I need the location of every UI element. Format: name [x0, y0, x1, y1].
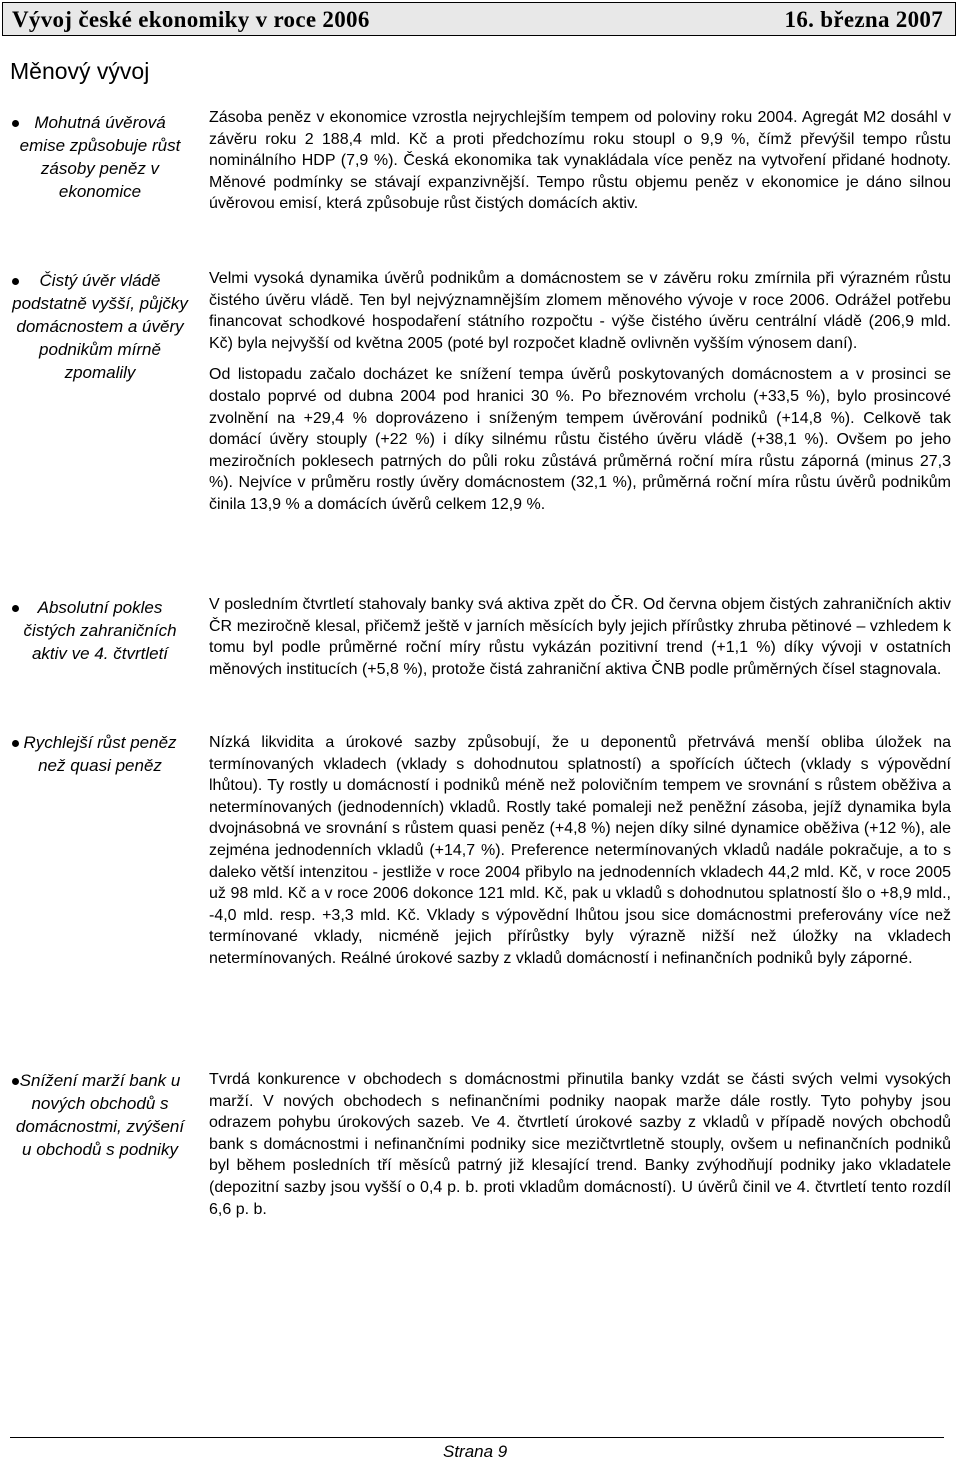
paragraph-money-supply — [209, 107, 951, 225]
paragraph: V posledním čtvrtletí stahovaly banky svá aktiva zpět do ČR. Od června objem čistých zahraničních aktiv ČR meziročně klesal, přičemž ještě v jarních měsících byly jejich přírůstky zhruba pětinové – vzhledem k tomu byl podle průměrné roční míry růstu vykázán pozitivní trend (+1,1 %) díky vývoji v ostatních měnových institucích (+5,8 %), protože čistá zahraniční aktiva ČNB podle průměrných čísel stagnovala. — [209, 596, 951, 678]
section-title: Měnový vývoj — [10, 58, 150, 84]
sidebar-note-text: Čistý úvěr vládě podstatně vyšší, půjčky domácnostem a úvěry podnikům mírně zpomalily — [12, 271, 188, 382]
paragraph-margins — [209, 1069, 951, 1230]
paragraph: Od listopadu začalo docházet ke snížení tempa úvěrů poskytovaných domácnostem a v prosinci se dostalo poprvé od dubna 2004 pod hranici 30 %. Po březnovém vrcholu (+33,5 %), bylo prosincové zvolnění na +29,4 % doprovázeno i sníženým tempem úvěrování podniků (+14,8 %). Celkově tak domácí úvěry stouply (+22 %) i díky silnému růstu čistého úvěru vládě (+38,1 %). Ovšem po jeho meziročních poklesech patrných do půli roku zůstává průměrná roční míra růstu záporná (minus 27,3 %). Nejvíce v průměru rostly úvěry domácnostem (32,1 %), průměrná roční míra růstu úvěrů podnikům činila 13,9 % a domácích úvěrů celkem 12,9 %. — [209, 366, 951, 513]
page-number: Strana 9 — [443, 1442, 508, 1461]
header-title: Vývoj české ekonomiky v roce 2006 — [12, 7, 370, 32]
sidebar-note-1 — [10, 111, 190, 203]
paragraph: Tvrdá konkurence v obchodech s domácnostmi přinutila banky vzdát se části svých velmi vysokých marží. V nových obchodech s nefinančními podniky naopak marže dále rostly. Tyto pohyby jsou odrazem pohybu úrokových sazeb. Ve 4. čtvrtletí úrokové sazby z vkladů v případě nových obchodů bank s domácnostmi i nefinančními podniky sice mezičtvrtletně stouply, ovšem u nefinančních podniků byl během posledních tří měsíců patrný již klesající trend. Banky zvýhodňují podniky jako vkladatele (depozitní sazby jsou vyšší o 0,4 p. b. proti vkladům domácností). U úvěrů činil ve 4. čtvrtletí tento rozdíl 6,6 p. b. — [209, 1071, 951, 1218]
sidebar-note-3 — [10, 596, 190, 665]
sidebar-note-5 — [10, 1069, 190, 1161]
sidebar-note-4 — [10, 731, 190, 777]
paragraph: Zásoba peněz v ekonomice vzrostla nejrychlejším tempem od poloviny roku 2004. Agregát M2 dosáhl v závěru roku 2 188,4 mld. Kč a proti předchozímu roku stoupl o 9,9 %, čímž převýšil tempo růstu nominálního HDP (7,9 %). Česká ekonomika tak vynakládala více peněz na vytvoření přidané hodnoty. Měnové podmínky se stávají expanzivnější. Tempo růstu objemu peněz v ekonomice je dáno silnou úvěrovou emisí, která způsobuje růst čistých domácích aktiv. — [209, 109, 951, 213]
sidebar-note-text: Rychlejší růst peněz než quasi peněz — [23, 733, 177, 775]
sidebar-note-text: Snížení marží bank u nových obchodů s domácnostmi, zvýšení u obchodů s podniky — [15, 1071, 185, 1159]
paragraph-foreign-assets — [209, 594, 951, 690]
paragraph: Nízká likvidita a úrokové sazby způsobují, že u deponentů přetrvává menší obliba úložek na termínovaných vkladech (vklady s dohodnutou splatností) a spořících účtech (vklady s výpovědní lhůtou). Ty rostly u domácností i podniků méně než polovičním tempem ve srovnání s růstem oběživa a netermínovaných (jednodenních) vkladů. Rostly také pomaleji než peněžní zásoba, jejíž dynamika byla dvojnásobná ve srovnání s růstem quasi peněz (+4,8 %) nejen díky silné dynamice oběživa (+12 %), ale zejména jednodenních vkladů (+14,7 %). Preference netermínovaných vkladů nadále pokračuje, a to s daleko větší intenzitou - jestliže v roce 2004 přibylo na jednodenních vkladech 44,2 mld. Kč, v roce 2005 už 98 mld. Kč a v roce 2006 dokonce 121 mld. Kč, pak u vkladů s dohodnutou splatností šlo o +8,9 mld., -4,0 mld. resp. +3,3 mld. Kč. Vklady s výpovědní lhůtou jsou sice domácnostmi preferovány více než termínované vklady, nicméně jejich přírůstky byly výrazně nižší než úložky na vkladech netermínovaných. Reálné úrokové sazby z vkladů domácností i nefinančních podniků byly záporné. — [209, 734, 951, 967]
header-date: 16. března 2007 — [784, 7, 943, 32]
page-header — [2, 2, 956, 36]
bullet-icon — [12, 740, 19, 747]
sidebar-note-text: Absolutní pokles čistých zahraničních aktiv ve 4. čtvrtletí — [23, 598, 177, 663]
sidebar-note-text: Mohutná úvěrová emise způsobuje růst zásoby peněz v ekonomice — [19, 113, 181, 201]
bullet-icon — [12, 120, 19, 127]
paragraph-liquidity — [209, 732, 951, 980]
paragraph: Velmi vysoká dynamika úvěrů podnikům a domácnostem se v závěru roku zmírnila při výrazném růstu čistého úvěru vládě. Ten byl nejvýznamnějším zlomem měnového vývoje v roce 2006. Odrážel potřebu financovat schodkové hospodaření státního rozpočtu - výše čistého úvěru centrální vládě (206,9 mld. Kč) byla nejvyšší od května 2005 (poté byl rozpočet kladně ovlivněn vyšším výnosem daní). — [209, 270, 951, 352]
footer-divider — [10, 1437, 944, 1438]
bullet-icon — [12, 278, 19, 285]
sidebar-note-2 — [10, 269, 190, 384]
bullet-icon — [12, 1078, 19, 1085]
paragraph-credit — [209, 268, 951, 526]
bullet-icon — [12, 605, 19, 612]
